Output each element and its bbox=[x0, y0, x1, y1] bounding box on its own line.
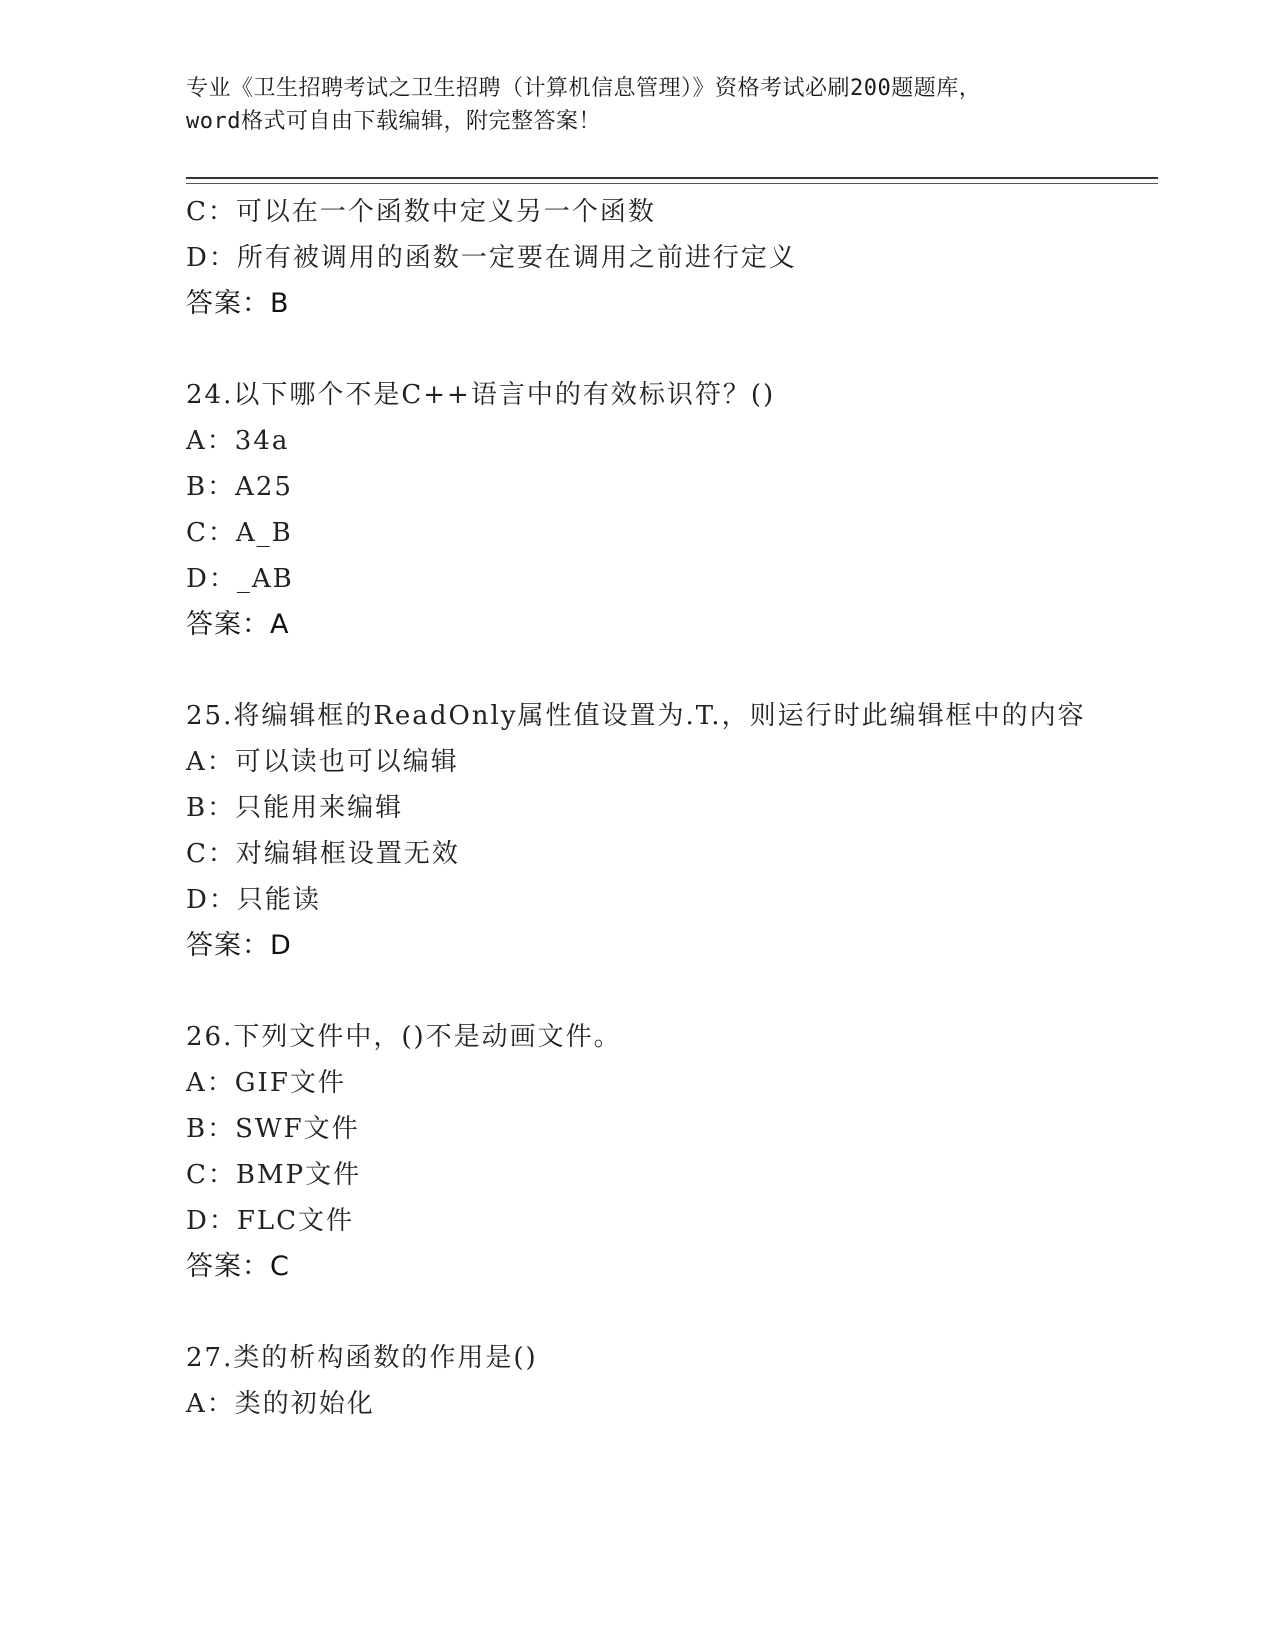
question-25 bbox=[186, 694, 1086, 969]
option-a: A：可以读也可以编辑 bbox=[186, 747, 459, 777]
header-divider-thin bbox=[186, 183, 1158, 184]
option-d: D：FLC文件 bbox=[186, 1206, 355, 1236]
question-26 bbox=[186, 1015, 1086, 1290]
question-stem: 25.将编辑框的ReadOnly属性值设置为.T.，则运行时此编辑框中的内容 bbox=[186, 701, 1086, 731]
option-b: B：只能用来编辑 bbox=[186, 793, 404, 823]
option-d: D：所有被调用的函数一定要在调用之前进行定义 bbox=[186, 243, 797, 273]
header-title-line: 专业《卫生招聘考试之卫生招聘（计算机信息管理）》资格考试必刷200题题库， bbox=[186, 76, 982, 101]
question-stem: 24.以下哪个不是C++语言中的有效标识符？() bbox=[186, 380, 776, 410]
document-header bbox=[186, 72, 1086, 138]
answer-line: 答案：C bbox=[186, 1251, 290, 1282]
answer-line: 答案：D bbox=[186, 930, 292, 961]
answer-line: 答案：A bbox=[186, 609, 290, 640]
question-24 bbox=[186, 373, 1086, 648]
question-27 bbox=[186, 1336, 1086, 1427]
option-a: A：类的初始化 bbox=[186, 1389, 375, 1419]
option-b: B：A25 bbox=[186, 472, 293, 502]
spacer bbox=[186, 1290, 1086, 1336]
question-list bbox=[186, 189, 1086, 1427]
option-d: D：_AB bbox=[186, 564, 294, 594]
question-23-continued bbox=[186, 189, 1086, 327]
option-c: C：BMP文件 bbox=[186, 1160, 362, 1190]
option-c: C：可以在一个函数中定义另一个函数 bbox=[186, 197, 656, 227]
header-subtitle-line: word格式可自由下载编辑，附完整答案！ bbox=[186, 109, 601, 134]
option-b: B：SWF文件 bbox=[186, 1114, 360, 1144]
option-a: A：GIF文件 bbox=[186, 1068, 346, 1098]
spacer bbox=[186, 648, 1086, 694]
question-stem: 26.下列文件中，()不是动画文件。 bbox=[186, 1022, 622, 1052]
spacer bbox=[186, 327, 1086, 373]
question-stem: 27.类的析构函数的作用是() bbox=[186, 1343, 538, 1373]
option-a: A：34a bbox=[186, 426, 290, 456]
header-divider-thick bbox=[186, 177, 1158, 179]
answer-line: 答案：B bbox=[186, 288, 290, 319]
spacer bbox=[186, 969, 1086, 1015]
option-c: C：对编辑框设置无效 bbox=[186, 839, 460, 869]
option-c: C：A_B bbox=[186, 518, 293, 548]
option-d: D：只能读 bbox=[186, 885, 321, 915]
